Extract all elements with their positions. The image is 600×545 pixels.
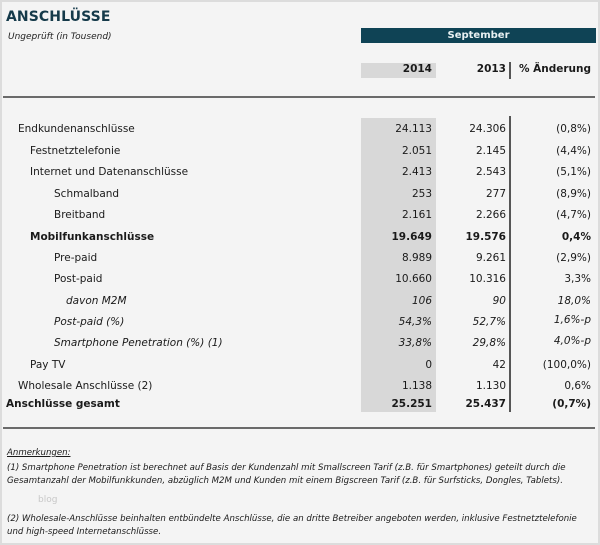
value-2014: 19.649 xyxy=(391,231,432,243)
value-change: (2,9%) xyxy=(556,252,591,264)
row-label: Pre-paid xyxy=(54,252,98,264)
value-change: 0,6% xyxy=(564,380,591,392)
row-label: davon M2M xyxy=(66,295,127,307)
table-row xyxy=(0,316,600,336)
table-row xyxy=(0,337,600,357)
value-2013: 52,7% xyxy=(472,316,506,328)
table-row xyxy=(0,166,600,186)
table-row xyxy=(0,188,600,208)
note-2-line-2: und high-speed Internetanschlüsse. xyxy=(7,527,162,537)
value-2014: 0 xyxy=(425,359,432,371)
row-label: Mobilfunkanschlüsse xyxy=(30,231,155,243)
row-label: Anschlüsse gesamt xyxy=(6,398,120,410)
value-change: 0,4% xyxy=(561,231,591,243)
note-2-line-1: (2) Wholesale-Anschlüsse beinhalten entbündelte Anschlüsse, die an dritte Betreiber angeboten werden, inklusive Festnetztelefonie xyxy=(7,514,577,524)
value-change: (4,7%) xyxy=(556,209,591,221)
value-2013: 9.261 xyxy=(475,252,506,264)
value-change: (5,1%) xyxy=(556,166,591,178)
value-2013: 90 xyxy=(492,295,506,307)
value-2013: 25.437 xyxy=(465,398,506,410)
value-2014: 253 xyxy=(411,188,432,200)
value-2013: 19.576 xyxy=(465,231,506,243)
value-change: 1,6%-p xyxy=(553,314,591,326)
value-change: (4,4%) xyxy=(556,145,591,157)
value-change: (8,9%) xyxy=(556,188,591,200)
table-bottom-divider xyxy=(3,427,595,429)
value-2014: 24.113 xyxy=(395,123,432,135)
row-label: Schmalband xyxy=(54,188,120,200)
value-2014: 33,8% xyxy=(398,337,432,349)
column-divider xyxy=(509,62,511,79)
row-label: Internet und Datenanschlüsse xyxy=(30,166,189,178)
value-change: (0,8%) xyxy=(556,123,591,135)
value-change: 4,0%-p xyxy=(553,335,591,347)
value-2013: 2.145 xyxy=(475,145,506,157)
value-2014: 2.161 xyxy=(401,209,432,221)
row-label: Wholesale Anschlüsse (2) xyxy=(18,380,153,392)
value-2014: 8.989 xyxy=(401,252,432,264)
row-label: Breitband xyxy=(54,209,106,221)
value-2013: 2.266 xyxy=(475,209,506,221)
value-2014: 10.660 xyxy=(395,273,432,285)
table-row xyxy=(0,209,600,229)
row-label: Post-paid xyxy=(54,273,103,285)
column-header-2014: 2014 xyxy=(402,63,432,75)
value-change: 3,3% xyxy=(564,273,591,285)
value-2014: 25.251 xyxy=(391,398,432,410)
note-1-line-1: (1) Smartphone Penetration ist berechnet auf Basis der Kundenzahl mit Smallscreen Tarif (z.B. für Smartphones) geteilt durch die xyxy=(7,463,566,473)
value-2014: 1.138 xyxy=(401,380,432,392)
period-header: September xyxy=(361,28,596,43)
table-row xyxy=(0,231,600,251)
table-row xyxy=(0,273,600,293)
value-2013: 2.543 xyxy=(475,166,506,178)
watermark: blog xyxy=(38,495,58,505)
table-row xyxy=(0,123,600,143)
column-header-change: % Änderung xyxy=(518,63,591,75)
row-label: Endkundenanschlüsse xyxy=(18,123,135,135)
page-subtitle: Ungeprüft (in Tousend) xyxy=(8,32,112,42)
value-2013: 10.316 xyxy=(469,273,506,285)
row-label: Festnetztelefonie xyxy=(30,145,121,157)
page-title: ANSCHLÜSSE xyxy=(6,9,111,25)
notes-heading: Anmerkungen: xyxy=(7,448,71,458)
value-2014: 2.413 xyxy=(401,166,432,178)
value-2013: 1.130 xyxy=(475,380,506,392)
note-1-line-2: Gesamtanzahl der Mobilfunkkunden, abzüglich M2M und Kunden mit einem Bigscreen Tarif (z.B. für Surfsticks, Dongles, Tablets). xyxy=(7,476,563,486)
value-2014: 106 xyxy=(411,295,432,307)
row-label: Post-paid (%) xyxy=(54,316,125,328)
table-row xyxy=(0,145,600,165)
table-row xyxy=(0,359,600,379)
value-2013: 24.306 xyxy=(469,123,506,135)
value-2014: 2.051 xyxy=(401,145,432,157)
header-divider xyxy=(3,96,595,98)
table-row xyxy=(0,295,600,315)
table-row xyxy=(0,252,600,272)
value-change: (0,7%) xyxy=(552,398,591,410)
value-2013: 42 xyxy=(492,359,506,371)
value-2013: 277 xyxy=(485,188,506,200)
row-label: Pay TV xyxy=(30,359,66,371)
row-label: Smartphone Penetration (%) (1) xyxy=(54,337,223,349)
table-row xyxy=(0,380,600,400)
value-2014: 54,3% xyxy=(398,316,432,328)
column-header-2013: 2013 xyxy=(476,63,506,75)
value-2013: 29,8% xyxy=(472,337,506,349)
table-row-total xyxy=(0,398,600,418)
value-change: 18,0% xyxy=(557,295,591,307)
value-change: (100,0%) xyxy=(542,359,591,371)
